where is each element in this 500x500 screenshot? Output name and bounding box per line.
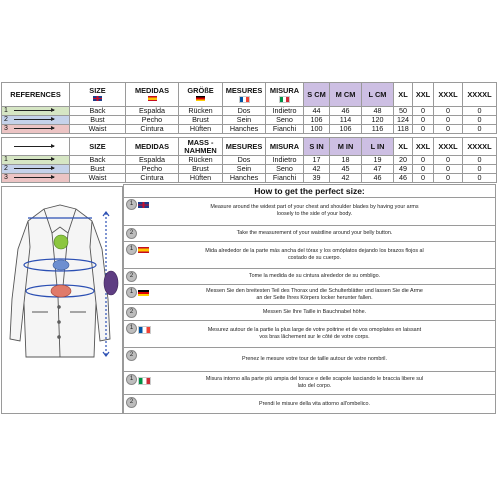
jacket-drawing — [2, 187, 122, 413]
guide-text: Messen Sie Ihre Taille in Bauchnabel höhe. — [262, 309, 367, 315]
cell: Hanches — [223, 174, 266, 183]
guide-item — [124, 285, 495, 305]
reference-cell: 3 — [2, 174, 70, 183]
step-number-icon: 1 — [126, 244, 137, 255]
cell: 0 — [434, 107, 463, 116]
header-massnahmen: MASS - NAHMEN — [179, 138, 223, 156]
guide-item — [124, 197, 495, 226]
header-xxxxl: XXXXL — [463, 83, 497, 107]
cell: Rücken — [179, 107, 223, 116]
table-header-row — [2, 83, 497, 107]
cell: 44 — [304, 107, 330, 116]
arrow-icon — [14, 168, 54, 169]
spain-flag-icon — [138, 247, 149, 253]
reference-cell: 1 — [2, 107, 70, 116]
header-xxl: XXL — [413, 83, 434, 107]
header-medidas: MEDIDAS — [126, 138, 179, 156]
cell: 114 — [330, 116, 362, 125]
cell: Back — [70, 156, 126, 165]
cell: Sein — [223, 165, 266, 174]
cell: 0 — [413, 165, 434, 174]
cell: 20 — [394, 156, 413, 165]
cell: 50 — [394, 107, 413, 116]
cell: 39 — [304, 174, 330, 183]
cell: 100 — [304, 125, 330, 134]
step-number-icon: 2 — [126, 397, 137, 408]
cell: 0 — [434, 125, 463, 134]
guide-text: Prenez le mesure votre tour de taille autour de votre nombril. — [241, 356, 388, 362]
cell: Pecho — [126, 165, 179, 174]
header-xxxxl: XXXXL — [463, 138, 497, 156]
france-flag-icon — [239, 96, 250, 103]
cell: 116 — [362, 125, 394, 134]
cell: 0 — [434, 165, 463, 174]
header-m: M CM — [330, 83, 362, 107]
cell: 0 — [463, 174, 497, 183]
cell: 0 — [463, 107, 497, 116]
cell: 19 — [362, 156, 394, 165]
header-l: L IN — [362, 138, 394, 156]
header-xl: XL — [394, 83, 413, 107]
step-number-icon: 1 — [126, 374, 137, 385]
cell: 49 — [394, 165, 413, 174]
cell: Bust — [70, 116, 126, 125]
cell: Indietro — [266, 156, 304, 165]
bust-marker-icon — [53, 260, 69, 270]
cell: Brust — [179, 116, 223, 125]
cell: 0 — [413, 107, 434, 116]
cell: Cintura — [126, 174, 179, 183]
arrow-icon — [14, 177, 54, 178]
cell: 45 — [330, 165, 362, 174]
header-mesures: MESURES — [223, 83, 266, 107]
reference-cell: 3 — [2, 125, 70, 134]
header-l: L CM — [362, 83, 394, 107]
guide-item — [124, 305, 495, 321]
size-table-cm — [1, 82, 497, 134]
cell: Espalda — [126, 107, 179, 116]
header-xl: XL — [394, 138, 413, 156]
cell: 0 — [434, 116, 463, 125]
france-flag-icon — [138, 326, 151, 334]
cell: 46 — [394, 174, 413, 183]
cell: 0 — [413, 156, 434, 165]
waist-marker-icon — [51, 285, 71, 297]
header-s: S IN — [304, 138, 330, 156]
arrow-icon — [14, 159, 54, 160]
reference-cell: 2 — [2, 116, 70, 125]
size-table-inches — [1, 137, 497, 183]
guide-item — [124, 372, 495, 395]
step-number-icon: 1 — [126, 323, 137, 334]
cell: 17 — [304, 156, 330, 165]
cell: Indietro — [266, 107, 304, 116]
cell: Espalda — [126, 156, 179, 165]
table-row — [2, 107, 497, 116]
italy-flag-icon — [138, 377, 151, 385]
header-size: SIZE — [70, 138, 126, 156]
guide-item — [124, 395, 495, 413]
cell: 46 — [362, 174, 394, 183]
guide-text: Take the measurement of your waistline around your belly button. — [236, 230, 393, 236]
cell: Sein — [223, 116, 266, 125]
cell: Fianchi — [266, 174, 304, 183]
cell: Seno — [266, 165, 304, 174]
table-row — [2, 165, 497, 174]
header-m: M IN — [330, 138, 362, 156]
reference-cell: 2 — [2, 165, 70, 174]
guide-text: Messen Sie den breitesten Teil des Thorax und die Schulterblätter und lassen Sie die Arme an der Seite Ihres Körpers locker herunter fallen. — [206, 287, 423, 301]
header-grosse: GRÖßE — [179, 83, 223, 107]
cell: 0 — [463, 116, 497, 125]
spain-flag-icon — [148, 96, 157, 101]
guide-text: Tome la medida de su cintura alrededor de su ombligo. — [248, 273, 381, 279]
guide-text: Misura intorno alla parte più ampia del torace e delle scapole lasciando le braccia libere sul lato del corpo. — [205, 376, 424, 389]
arrow-icon — [14, 119, 54, 120]
guide-text: Prendi le misure della vita attorno all'ombelico. — [259, 400, 370, 407]
reference-cell — [2, 138, 70, 156]
arrow-icon — [14, 146, 54, 147]
cell: Seno — [266, 116, 304, 125]
guide-text: Measure around the widest part of your chest and shoulder blades by having your arms loosely to the side of your body. — [210, 204, 419, 217]
cell: 0 — [463, 125, 497, 134]
cell: 47 — [362, 165, 394, 174]
arrow-icon — [14, 128, 54, 129]
germany-flag-icon — [138, 290, 149, 296]
cell: Dos — [223, 107, 266, 116]
cell: Bust — [70, 165, 126, 174]
cell: 0 — [463, 156, 497, 165]
cell: Pecho — [126, 116, 179, 125]
guide-item — [124, 242, 495, 269]
cell: Back — [70, 107, 126, 116]
step-number-icon: 1 — [126, 199, 137, 210]
cell: 106 — [304, 116, 330, 125]
cell: 48 — [362, 107, 394, 116]
table-row — [2, 116, 497, 125]
table-row — [2, 125, 497, 134]
cell: Hanches — [223, 125, 266, 134]
guide-item — [124, 321, 495, 348]
step-number-icon: 2 — [126, 228, 137, 239]
header-misura: MISURA — [266, 83, 304, 107]
guide-item — [124, 348, 495, 372]
cell: Waist — [70, 174, 126, 183]
cell: Fianchi — [266, 125, 304, 134]
table-row — [2, 156, 497, 165]
length-marker-icon — [104, 271, 118, 295]
cell: Waist — [70, 125, 126, 134]
step-number-icon: 2 — [126, 350, 137, 361]
header-s: S CM — [304, 83, 330, 107]
cell: 0 — [434, 156, 463, 165]
cell: 18 — [330, 156, 362, 165]
step-number-icon: 2 — [126, 307, 137, 318]
cell: 0 — [413, 174, 434, 183]
guide-title: How to get the perfect size: — [124, 185, 495, 198]
header-medidas: MEDIDAS — [126, 83, 179, 107]
header-mesures: MESURES — [223, 138, 266, 156]
guide-text: Mida alrededor de la parte más ancha del tórax y los omóplatos dejando los brazos flojos al costado de su cuerpo. — [205, 248, 424, 261]
cell: 0 — [463, 165, 497, 174]
cell: 42 — [330, 174, 362, 183]
header-xxl: XXL — [413, 138, 434, 156]
cell: Cintura — [126, 125, 179, 134]
table-header-row — [2, 138, 497, 156]
guide-text: Mesurez autour de la partie la plus large de votre poitrine et de vos omoplates en laissant vos bras lâchement sur le côté de votre corps. — [207, 327, 422, 340]
germany-flag-icon — [196, 96, 205, 101]
header-misura: MISURA — [266, 138, 304, 156]
header-xxxl: XXXL — [434, 138, 463, 156]
cell: 120 — [362, 116, 394, 125]
uk-flag-icon — [93, 96, 102, 101]
cell: 46 — [330, 107, 362, 116]
cell: Rücken — [179, 156, 223, 165]
cell: 118 — [394, 125, 413, 134]
jacket-illustration — [1, 186, 123, 414]
cell: 0 — [434, 174, 463, 183]
cell: 0 — [413, 125, 434, 134]
uk-flag-icon — [138, 202, 149, 208]
step-number-icon: 2 — [126, 271, 137, 282]
cell: Brust — [179, 165, 223, 174]
arrow-icon — [14, 110, 54, 111]
step-number-icon: 1 — [126, 287, 137, 298]
cell: 124 — [394, 116, 413, 125]
header-references: REFERENCES — [2, 83, 70, 107]
back-marker-icon — [54, 235, 68, 249]
table-row — [2, 174, 497, 183]
header-size: SIZE — [70, 83, 126, 107]
cell: 106 — [330, 125, 362, 134]
italy-flag-icon — [279, 96, 290, 103]
cell: Dos — [223, 156, 266, 165]
guide-item — [124, 226, 495, 242]
header-xxxl: XXXL — [434, 83, 463, 107]
cell: 0 — [413, 116, 434, 125]
size-guide-panel — [123, 184, 496, 414]
cell: 42 — [304, 165, 330, 174]
guide-item — [124, 269, 495, 285]
reference-cell: 1 — [2, 156, 70, 165]
cell: Hüften — [179, 174, 223, 183]
cell: Hüften — [179, 125, 223, 134]
